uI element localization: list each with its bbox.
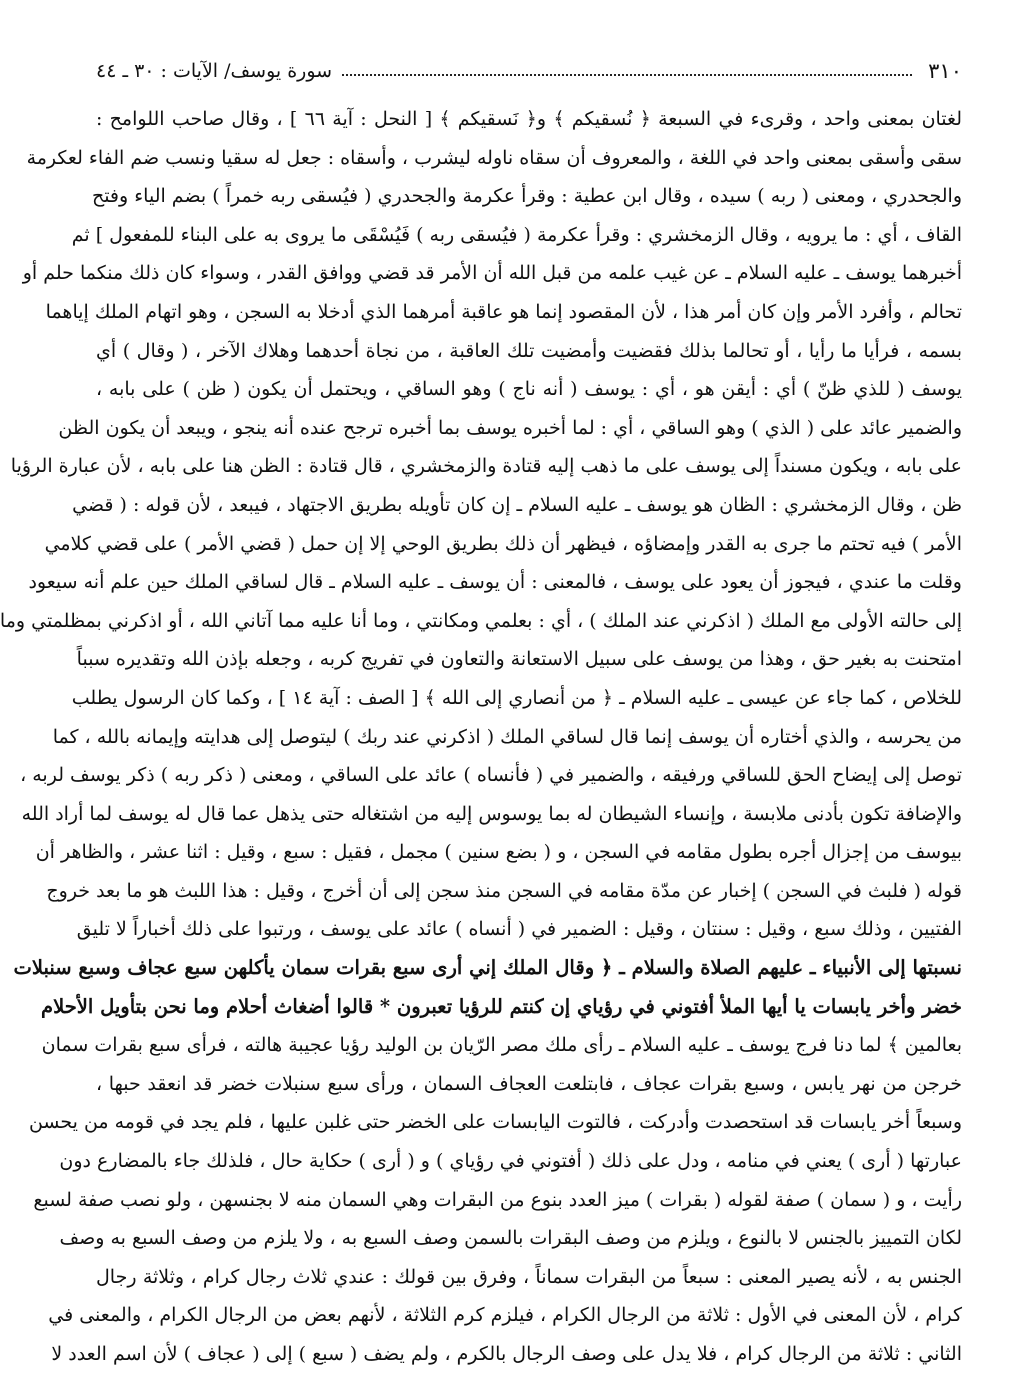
commentary-text <box>0 100 962 1374</box>
text-line: والإضافة تكون بأدنى ملابسة ، وإنساء الشيطان له بما يوسوس إليه من اشتغاله حتى يذهل عما قال له يوسف لما أراد الله <box>21 802 962 825</box>
text-line: عبارتها ( أرى ) يعني في منامه ، ودل على ذلك ( أفتوني في رؤياي ) و ( أرى ) حكاية حال ، فلذلك جاء بالمضارع دون <box>59 1150 962 1173</box>
text-line: الفتيين ، وذلك سبع ، وقيل : سنتان ، وقيل : الضمير في ( أنساه ) عائد على يوسف ، ورتبوا على ذلك أخباراً لا تليق <box>76 918 962 941</box>
page-number: ٣١٠ <box>928 59 962 83</box>
header-dotted-leader <box>342 74 912 76</box>
text-line: سقى وأسقى بمعنى واحد في اللغة ، والمعروف أن سقاه ناوله ليشرب ، وأسقاه : جعل له سقيا ونسب ضم الفاء لعكرمة <box>26 146 962 169</box>
book-page <box>0 56 962 1365</box>
text-line: إلى حالته الأولى مع الملك ( اذكرني عند الملك ) ، أي : بعلمي ومكانتي ، وما أنا عليه مما آتاني الله ، أو اذكرني بمظلمتي وما <box>0 609 962 632</box>
surah-title: سورة يوسف/ الآيات : ٣٠ ـ ٤٤ <box>96 60 333 82</box>
text-line: رأيت ، و ( سمان ) صفة لقوله ( بقرات ) ميز العدد بنوع من البقرات وهي السمان منه لا بجنسهن ، ولو نصب صفة لسبع <box>33 1188 962 1211</box>
text-line: ظن ، وقال الزمخشري : الظان هو يوسف ـ عليه السلام ـ إن كان تأويله بطريق الاجتهاد ، فيبعد ، لأن قوله : ( قضي <box>72 493 962 516</box>
text-line: بعالمين ﴾ لما دنا فرج يوسف ـ عليه السلام ـ رأى ملك مصر الرّيان بن الوليد رؤيا عجيبة هالته ، فرأى سبع بقرات سمان <box>41 1034 962 1057</box>
text-line: أخبرهما يوسف ـ عليه السلام ـ عن غيب علمه من قبل الله أن الأمر قد قضي ووافق القدر ، وسواء كان ذلك منكما حلم أو <box>22 262 962 285</box>
text-line: لكان التمييز بالجنس لا بالنوع ، ويلزم من وصف البقرات بالسمن وصف السبع به ، ولا يلزم من وصف السبع به وصف <box>59 1227 962 1250</box>
text-line: من يحرسه ، والذي أختاره أن يوسف إنما قال لساقي الملك ( اذكرني عند ربك ) ليتوصل إلى هدايته وإيمانه بالله ، كما <box>52 725 962 748</box>
text-line: والجحدري ، ومعنى ( ربه ) سيده ، وقال ابن عطية : وقرأ عكرمة والجحدري ( فيُسقى ربه خمراً ) بضم الياء وفتح <box>91 185 962 208</box>
text-line: لغتان بمعنى واحد ، وقرىء في السبعة ﴿ نُسقيكم ﴾ و﴿ نَسقيكم ﴾ [ النحل : آية ٦٦ ] ، وقال صاحب اللوامح : <box>96 108 962 130</box>
text-line: الجنس به ، لأنه يصير المعنى : سبعاً من البقرات سماناً ، وفرق بين قولك : عندي ثلاث رجال كرام ، وثلاثة رجال <box>96 1265 962 1288</box>
text-line: وسبعاً أخر يابسات قد استحصدت وأدركت ، فالتوت اليابسات على الخضر حتى غلبن عليها ، فلم يجد في قومه من يحسن <box>28 1111 962 1134</box>
text-line: وقلت ما عندي ، فيجوز أن يعود على يوسف ، فالمعنى : أن يوسف ـ عليه السلام ـ قال لساقي الملك حين علم أنه سيعود <box>28 571 962 594</box>
text-line: تحالم ، وأفرد الأمر وإن كان أمر هذا ، لأن المقصود إنما هو عاقبة أمرهما الذي أدخلا به السجن ، وهو اتهام الملك إياهما <box>45 300 962 323</box>
text-line: يوسف ( للذي ظنّ ) أي : أيقن هو ، أي : يوسف ( أنه ناج ) وهو الساقي ، ويحتمل أن يكون ( ظن ) على بابه ، <box>96 378 962 401</box>
quran-verse-line: خضر وأخر يابسات يا أيها الملأ أفتوني في رؤياي إن كنتم للرؤيا تعبرون * قالوا أضغاث أحلام وما نحن بتأويل الأحلام <box>41 994 962 1018</box>
text-line: على بابه ، ويكون مسنداً إلى يوسف على ما ذهب إليه قتادة والزمخشري ، قال قتادة : الظن هنا على بابه ، لأن عبارة الرؤيا <box>10 455 962 478</box>
text-line: للخلاص ، كما جاء عن عيسى ـ عليه السلام ـ ﴿ من أنصاري إلى الله ﴾ [ الصف : آية ١٤ ] ، وكما كان الرسول يطلب <box>71 686 962 709</box>
text-line: والضمير عائد على ( الذي ) وهو الساقي ، أي : لما أخبره يوسف بما أخبره ترجح عنده أنه ينجو ، ويبعد أن يكون الظن <box>58 416 962 439</box>
text-line: خرجن من نهر يابس ، وسبع بقرات عجاف ، فابتلعت العجاف السمان ، ورأى سبع سنبلات خضر قد انعقد حبها ، <box>96 1072 962 1095</box>
quran-verse-line: نسبتها إلى الأنبياء ـ عليهم الصلاة والسلام ـ ﴿ وقال الملك إني أرى سبع بقرات سمان يأكلهن سبع عجاف وسبع سنبلات <box>13 956 962 980</box>
text-line: القاف ، أي : ما يرويه ، وقال الزمخشري : وقرأ عكرمة ( فيُسقى ربه ) فَيُسْقَى ما يروى به على البناء للمفعول ] ثم <box>71 223 962 246</box>
text-line: كرام ، لأن المعنى في الأول : ثلاثة من الرجال الكرام ، فيلزم كرم الثلاثة ، لأنهم بعض من الرجال الكرام ، والمعنى في <box>48 1304 962 1327</box>
running-header <box>96 56 962 86</box>
text-line: الأمر ) فيه تحتم ما جرى به القدر وإمضاؤه ، فيظهر أن ذلك بطريق الوحي إلا إن حمل ( قضي الأمر ) على قضي كلامي <box>44 532 962 555</box>
text-line: بسمه ، فرأيا ما رأيا ، أو تحالما بذلك فقضيت وأمضيت تلك العاقبة ، من نجاة أحدهما وهلاك الآخر ، ( وقال ) أي <box>96 339 962 362</box>
text-line: توصل إلى إيضاح الحق للساقي ورفيقه ، والضمير في ( فأنساه ) عائد على الساقي ، ومعنى ( ذكر ربه ) ذكر يوسف لربه ، <box>20 764 962 787</box>
text-line: قوله ( فلبث في السجن ) إخبار عن مدّة مقامه في السجن منذ سجن إلى أن أخرج ، وقيل : هذا اللبث هو ما بعد خروج <box>46 879 962 902</box>
text-line: الثاني : ثلاثة من الرجال كرام ، فلا يدل على وصف الرجال بالكرم ، ولم يضف ( سبع ) إلى ( عجاف ) لأن اسم العدد لا <box>51 1343 962 1365</box>
text-line: بيوسف من إجزال أجره بطول مقامه في السجن ، و ( بضع سنين ) مجمل ، فقيل : سبع ، وقيل : اثنا عشر ، والظاهر أن <box>35 841 962 864</box>
text-line: امتحنت به بغير حق ، وهذا من يوسف على سبيل الاستعانة والتعاون في تفريج كربه ، وجعله بإذن الله وتقديره سبباً <box>76 648 962 671</box>
